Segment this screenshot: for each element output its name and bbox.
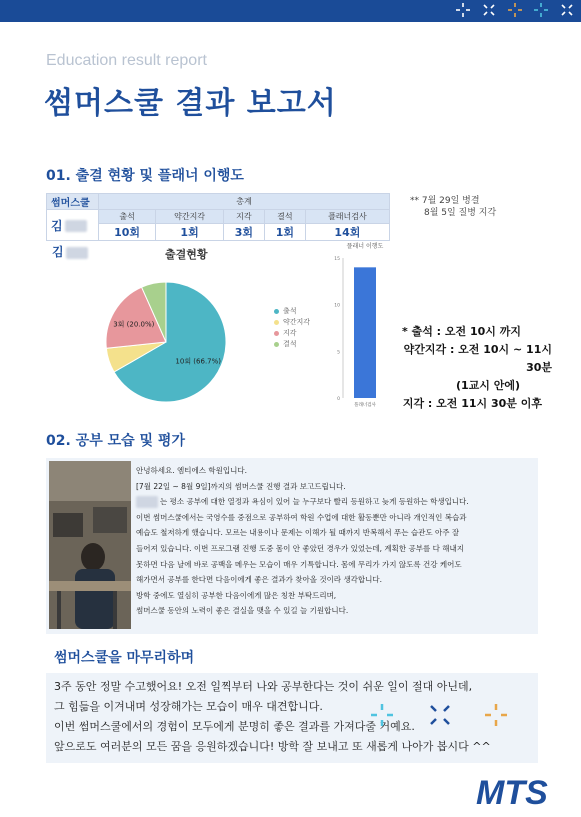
legend-swatch (274, 331, 279, 336)
attendance-rules (400, 323, 552, 413)
eval-line: [7월 22일 ~ 8월 9일]까지의 썸머스쿨 진행 결과 보고드립니다. (136, 481, 346, 491)
col-slightly-late: 약간지각 (156, 210, 224, 224)
report-title: 썸머스쿨 결과 보고서 (44, 86, 337, 121)
closing-line: 그 힘듦을 이겨내며 성장해가는 모습이 매우 대견합니다. (54, 700, 323, 713)
pie-legend (274, 306, 310, 350)
closing-line: 3주 동안 정말 수고했어요! 오전 일찍부터 나와 공부한다는 것이 쉬운 일이 절대 아닌데, (54, 680, 473, 693)
col-planner: 플래너검사 (305, 210, 389, 224)
plus-icon (484, 703, 508, 727)
eval-line: 는 평소 공부에 대한 열정과 욕심이 있어 늘 누구보다 빨리 등원하고 늦게 등원하는 학생입니다. (160, 497, 469, 507)
rule-line: 약간지각 : 오전 10시 ~ 11시 30분 (403, 343, 552, 374)
closing-heading: 썸머스쿨을 마무리하며 (54, 650, 195, 666)
eval-line-with-name (136, 494, 532, 510)
pie-data-label: 3회 (20.0%) (113, 320, 155, 329)
col-absent: 결석 (264, 210, 305, 224)
note-line: ** 7월 29일 병결 (410, 196, 480, 206)
eval-line: 못하면 다음 날에 바로 공백을 메우는 모습이 매우 기특합니다. 몸에 무리가 가지 않도록 건강 케어도 (136, 559, 462, 569)
redacted-name (66, 247, 88, 259)
study-evaluation-text (136, 463, 532, 619)
bar-tick-label: 10 (334, 303, 340, 309)
bar-tick-label: 5 (337, 350, 340, 356)
bar-tick-label: 0 (337, 397, 340, 402)
section2-heading: 02. 공부 모습 및 평가 (46, 433, 185, 449)
legend-label: 결석 (283, 340, 297, 348)
plus-icon (370, 703, 394, 727)
legend-label: 출석 (283, 307, 297, 315)
rule-line: * 출석 : 오전 10시 까지 (402, 325, 521, 338)
program-label: 썸머스쿨 (47, 194, 99, 210)
report-subtitle: Education result report (46, 52, 207, 69)
rule-line: (1교시 안에) (455, 379, 520, 392)
bar-planner (354, 267, 376, 398)
study-photo (49, 461, 131, 629)
eval-line: 썸머스쿨 동안의 노력이 좋은 결실을 맺을 수 있길 늘 기원합니다. (136, 606, 349, 616)
legend-label: 지각 (283, 329, 297, 337)
val-attend: 10회 (99, 224, 156, 241)
plus-icon (455, 2, 471, 18)
logo-text: MTS (476, 774, 548, 808)
decor-marks (455, 2, 575, 18)
pie-title: 출결현황 (165, 248, 208, 261)
closing-panel (46, 673, 538, 763)
eval-line: 안녕하세요. 엠티에스 학원입니다. (136, 466, 247, 475)
cross-icon (428, 703, 452, 727)
student-name: 김 (51, 218, 63, 233)
mts-logo (474, 774, 570, 808)
bar-tick-label: 15 (334, 257, 340, 262)
student-name-large (52, 243, 88, 260)
val-late: 3회 (223, 224, 264, 241)
note-line: 8월 5일 질병 지각 (424, 208, 497, 218)
section1-heading: 01. 출결 현황 및 플래너 이행도 (46, 168, 244, 184)
attendance-table (46, 193, 390, 241)
planner-bar-chart (325, 240, 393, 412)
legend-item (274, 306, 310, 317)
col-late: 지각 (223, 210, 264, 224)
legend-item (274, 339, 310, 350)
closing-line: 이번 썸머스쿨에서의 경험이 모두에게 분명히 좋은 결과를 가져다줄 거예요. (54, 720, 415, 733)
val-absent: 1회 (264, 224, 305, 241)
legend-item (274, 328, 310, 339)
legend-label: 약간지각 (283, 318, 311, 326)
eval-line: 예습도 철저하게 했습니다. 모르는 내용이나 문제는 이해가 될 때까지 반복해서 푸는 습관도 아주 잘 (136, 528, 460, 538)
study-panel (46, 458, 538, 634)
col-attend: 출석 (99, 210, 156, 224)
eval-line: 해가면서 공부를 한다면 다음이에게 좋은 결과가 찾아올 것이라 생각합니다. (136, 575, 383, 585)
eval-line: 들어져 있습니다. 이번 프로그램 진행 도중 몸이 안 좋았던 경우가 있었는데, 계획한 공부를 다 해내지 (136, 543, 464, 553)
attendance-pie-chart (96, 280, 236, 410)
pie-data-label: 10회 (66.7%) (175, 357, 222, 366)
legend-swatch (274, 320, 279, 325)
rule-line: 지각 : 오전 11시 30분 이후 (402, 397, 542, 410)
attendance-notes (410, 195, 496, 219)
redacted-name (136, 496, 158, 508)
student-name-cell (47, 210, 99, 241)
legend-swatch (274, 309, 279, 314)
cross-icon (559, 2, 575, 18)
plus-icon (533, 2, 549, 18)
legend-swatch (274, 342, 279, 347)
eval-line: 이번 썸머스쿨에서는 국영수를 중점으로 공부하여 학원 수업에 대한 활동뿐만 아니라 개인적인 복습과 (136, 512, 467, 522)
total-label: 총계 (99, 194, 390, 210)
legend-item (274, 317, 310, 328)
eval-line: 방학 중에도 열심히 공부한 다음이에게 많은 칭찬 부탁드리며, (136, 590, 337, 600)
bar-chart-title: 플래너 이행도 (346, 243, 384, 250)
bar-category-label: 플래너검사 (354, 403, 376, 408)
cross-icon (481, 2, 497, 18)
val-planner: 14회 (305, 224, 389, 241)
redacted-name (65, 220, 87, 232)
closing-line: 앞으로도 여러분의 모든 꿈을 응원하겠습니다! 방학 잘 보내고 또 새롭게 나아가 봅시다 ^^ (54, 740, 491, 753)
student-name-text: 김 (52, 245, 64, 259)
plus-icon (507, 2, 523, 18)
header-bar (0, 0, 581, 22)
val-slightly-late: 1회 (156, 224, 224, 241)
